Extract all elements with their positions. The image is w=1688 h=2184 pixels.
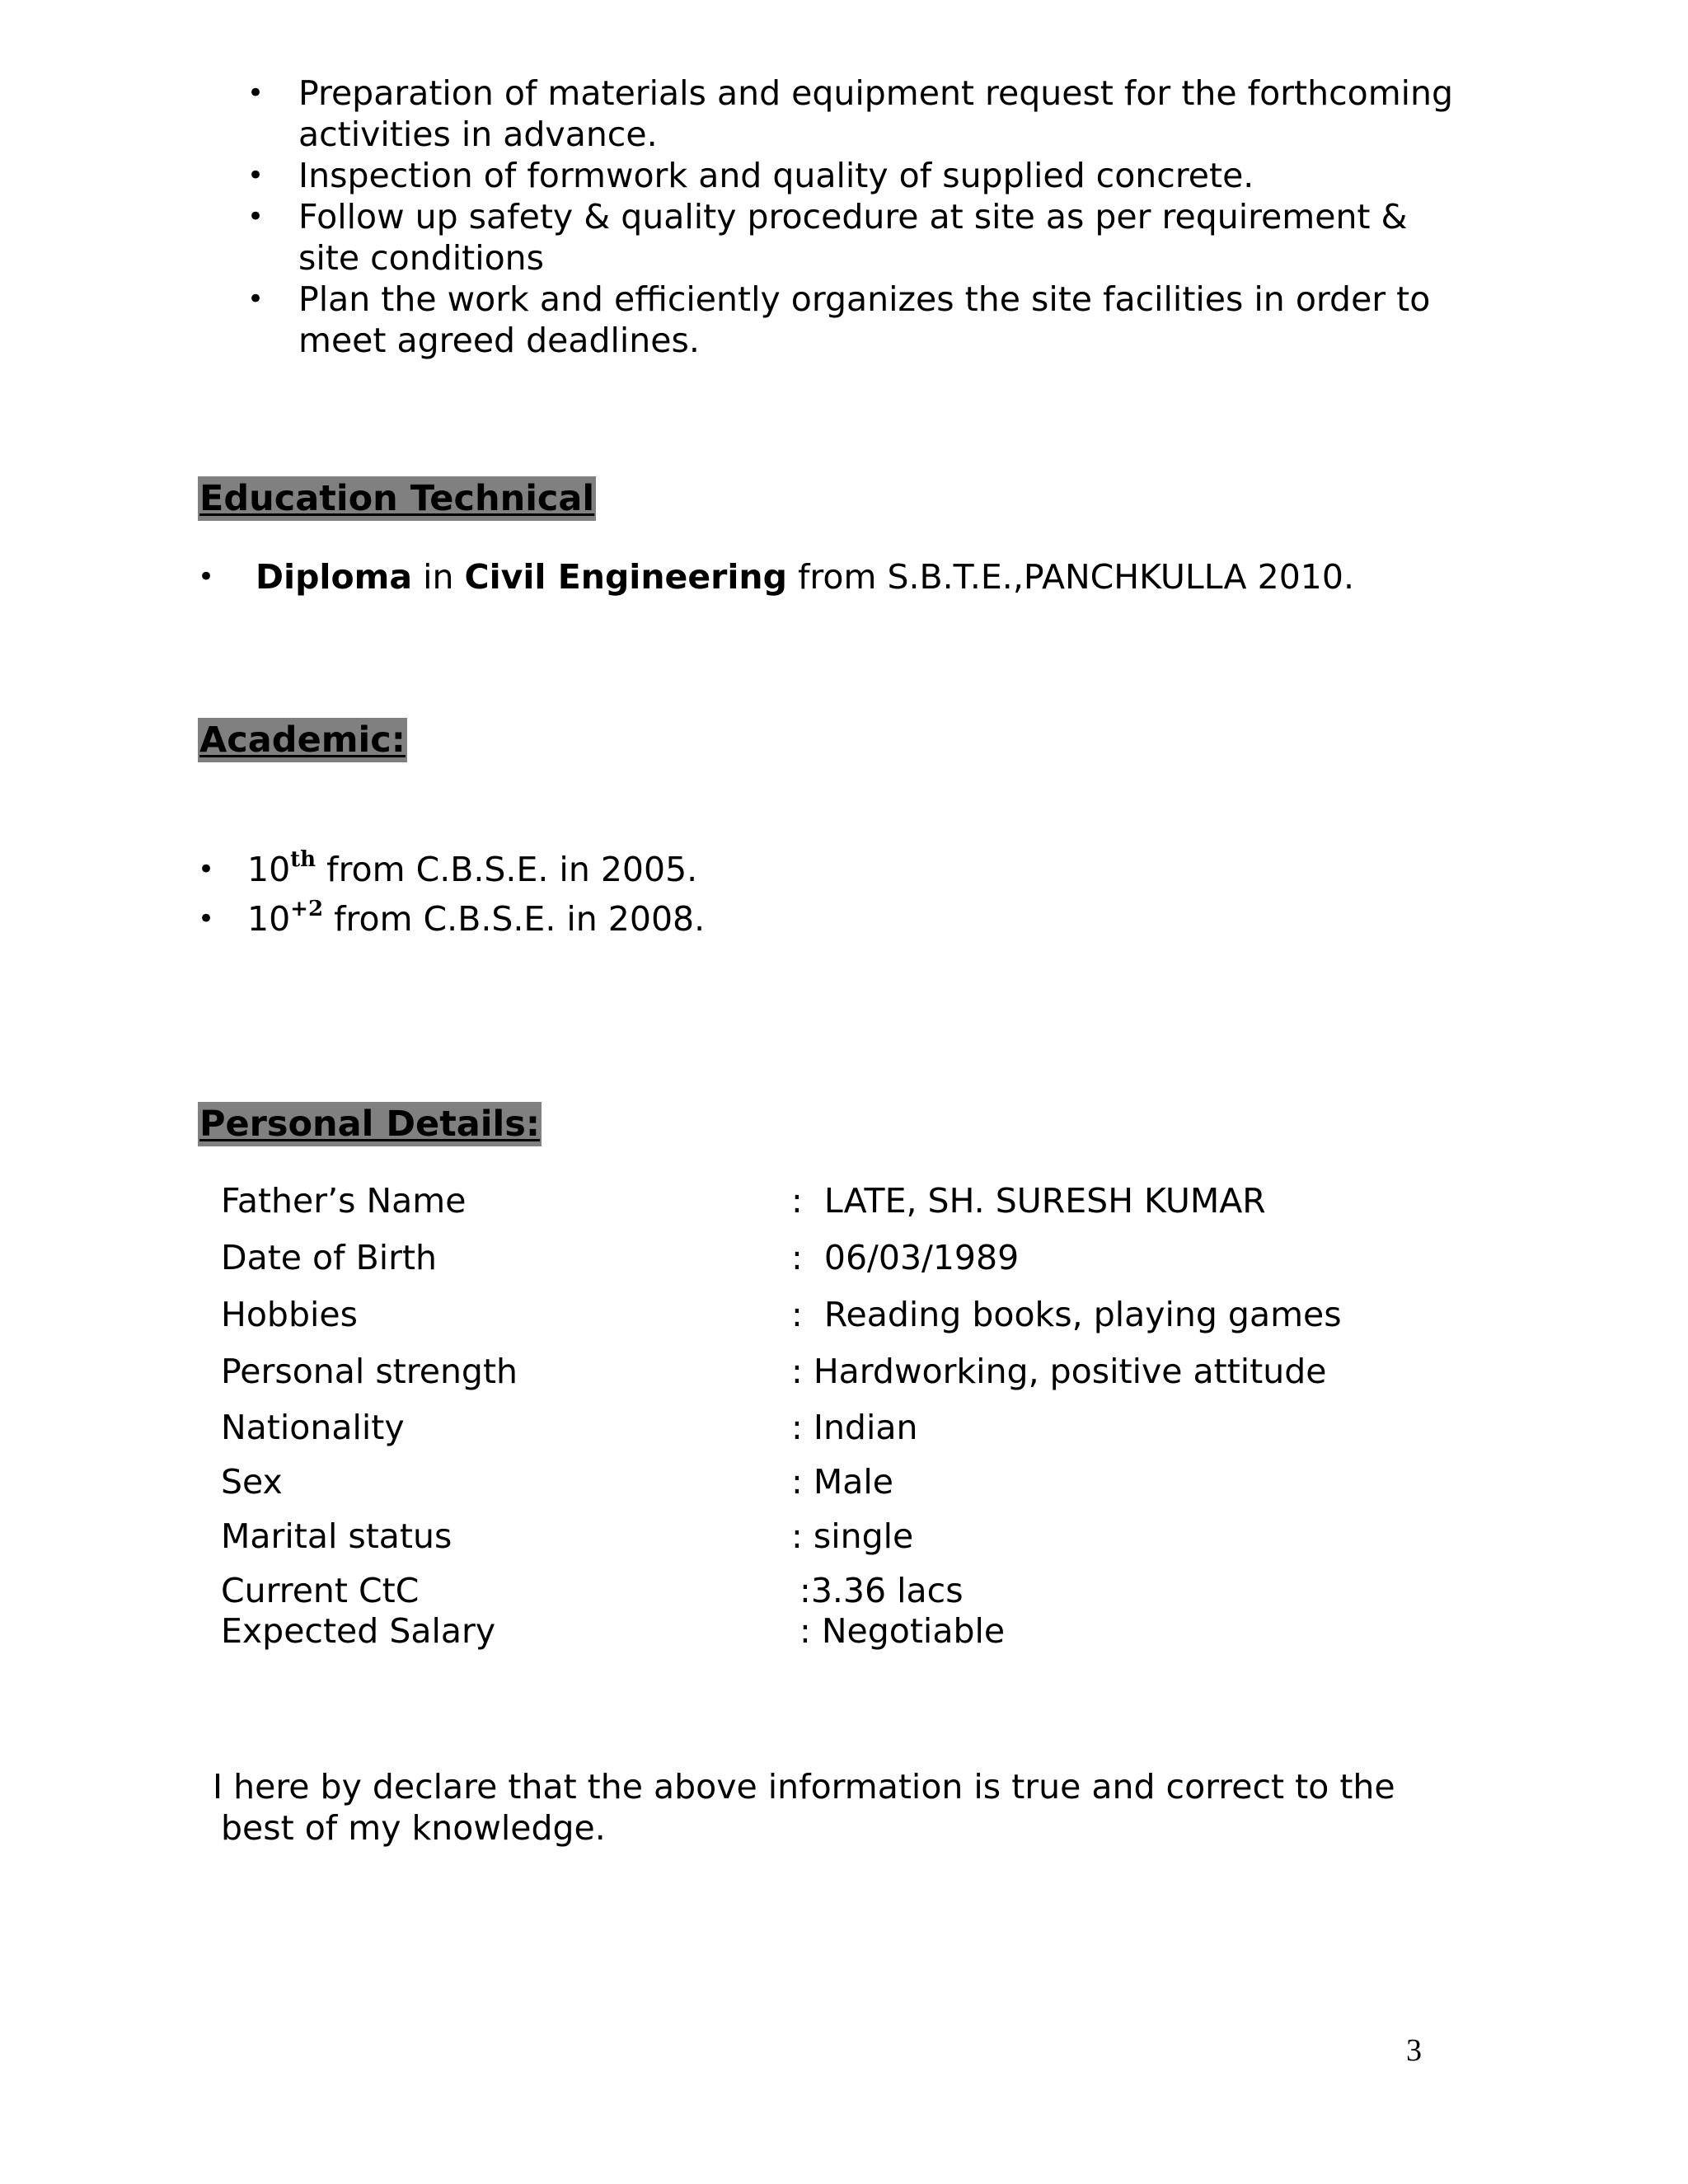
detail-label: Marital status (221, 1516, 452, 1556)
detail-label: Expected Salary (221, 1611, 496, 1651)
detail-label: Hobbies (221, 1295, 358, 1334)
personal-details-heading: Personal Details: (199, 1104, 541, 1145)
bullet: • (247, 77, 265, 110)
bullet: • (198, 560, 215, 593)
education-technical-heading: Education Technical (199, 478, 595, 519)
detail-value: :3.36 lacs (799, 1571, 964, 1610)
grade-base: 10 (247, 899, 291, 939)
bullet: • (198, 902, 215, 935)
academic-item-10th (198, 849, 697, 890)
detail-value: : Male (791, 1462, 893, 1502)
detail-label: Sex (221, 1462, 283, 1502)
grade-base: 10 (247, 850, 291, 889)
bullet: • (247, 159, 265, 192)
bullet: • (247, 200, 265, 233)
list-item (247, 73, 1467, 155)
bullet: • (198, 853, 215, 886)
declaration-line-2: best of my knowledge. (221, 1808, 606, 1848)
duty-text: Plan the work and efficiently organizes the site facilities in order to meet agreed deadlines. (298, 279, 1431, 360)
detail-value: : Hardworking, positive attitude (791, 1352, 1327, 1391)
detail-label: Nationality (221, 1408, 405, 1447)
duty-text: Preparation of materials and equipment request for the forthcoming activities in advance. (298, 73, 1454, 154)
list-item (247, 279, 1467, 361)
detail-value: : Indian (791, 1408, 918, 1447)
in-word: in (412, 557, 465, 597)
detail-value: : Reading books, playing games (791, 1295, 1342, 1334)
academic-heading: Academic: (199, 719, 406, 761)
list-item (247, 155, 1467, 196)
diploma-item (198, 556, 1354, 598)
detail-value: : LATE, SH. SURESH KUMAR (791, 1181, 1266, 1221)
duties-list (247, 73, 1467, 361)
declaration (213, 1766, 1449, 1849)
grade-superscript: th (290, 847, 316, 872)
detail-label: Current CtC (221, 1571, 420, 1610)
detail-value: : 06/03/1989 (791, 1238, 1020, 1277)
diploma-word: Diploma (256, 557, 413, 597)
detail-label: Personal strength (221, 1352, 518, 1391)
detail-value: : Negotiable (799, 1611, 1006, 1651)
duty-text: Follow up safety & quality procedure at site as per requirement & site conditions (298, 197, 1408, 278)
academic-text: from C.B.S.E. in 2005. (326, 850, 698, 889)
list-item (247, 196, 1467, 279)
academic-item-12th (198, 898, 705, 940)
bullet: • (247, 283, 265, 316)
field-of-study: Civil Engineering (464, 557, 787, 597)
declaration-line-1: I here by declare that the above information is true and correct to the (213, 1767, 1395, 1807)
duty-text: Inspection of formwork and quality of supplied concrete. (298, 156, 1254, 195)
grade-superscript: +2 (290, 897, 324, 921)
detail-value: : single (791, 1516, 914, 1556)
detail-label: Father’s Name (221, 1181, 467, 1221)
page-number: 3 (1406, 2033, 1422, 2068)
diploma-rest: from S.B.T.E.,PANCHKULLA 2010. (786, 557, 1354, 597)
detail-label: Date of Birth (221, 1238, 438, 1277)
academic-text: from C.B.S.E. in 2008. (323, 899, 706, 939)
